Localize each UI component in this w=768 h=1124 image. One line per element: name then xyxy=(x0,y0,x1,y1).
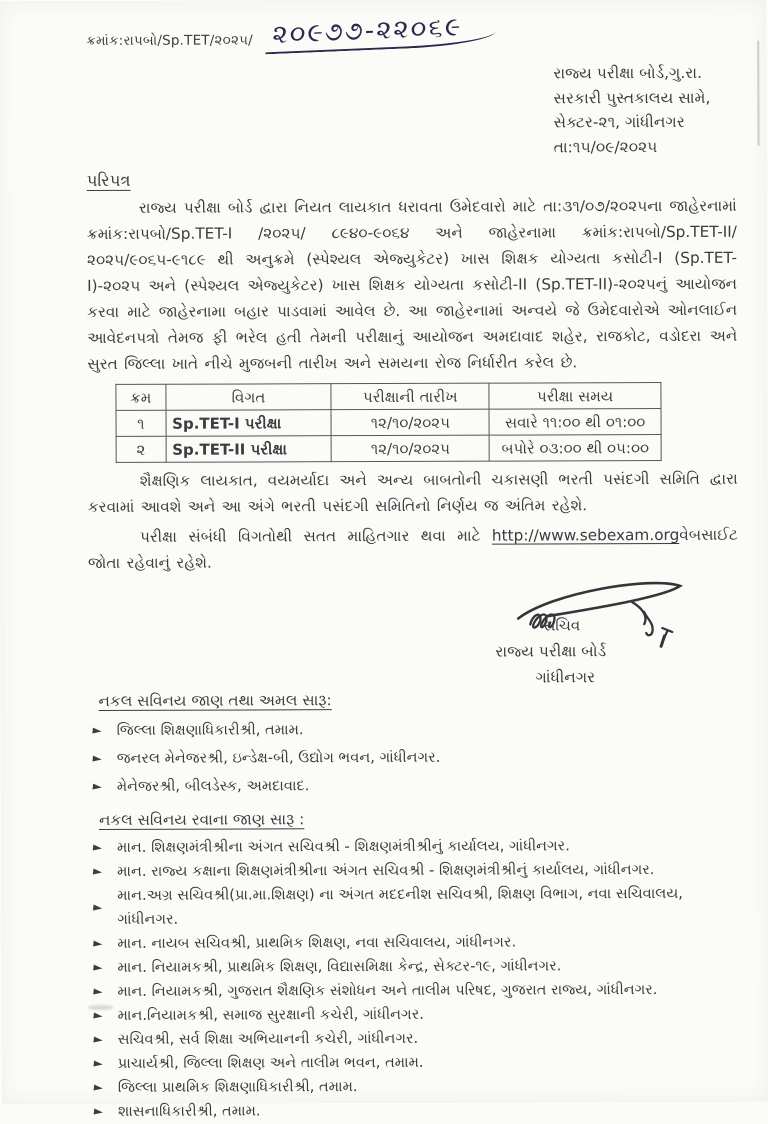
arrow-bullet-icon xyxy=(92,728,102,735)
arrow-bullet-icon xyxy=(93,905,103,912)
list-item-text: પ્રાચાર્યશ્રી, જિલ્લા શિક્ષણ અને તાલીમ ભવન, તમામ. xyxy=(117,1053,424,1072)
arrow-bullet-icon xyxy=(92,756,102,763)
office-name: રાજ્ય પરીક્ષા બોર્ડ,ગુ.રા. xyxy=(553,63,703,83)
list-item-text: જિલ્લા પ્રાથમિક શિક્ષણાધિકારીશ્રી, તમામ. xyxy=(117,1078,358,1096)
arrow-bullet-icon xyxy=(93,784,103,791)
list-item-text: માન.અગ્ર સચિવશ્રી(પ્રા.મા.શિક્ષણ) ના અંગત મદદનીશ સચિવશ્રી, શિક્ષણ વિભાગ, નવા સચિવાલય, ગાંધીનગર. xyxy=(117,884,683,928)
website-url: http://www.sebexam.org xyxy=(491,525,680,545)
cell-exam-time: સવારે ૧૧:૦૦ થી ૦૧:૦૦ xyxy=(489,409,661,436)
arrow-bullet-icon xyxy=(93,989,103,996)
list-item-text: માન.નિયામકશ્રી, સમાજ સુરક્ષાની કચેરી, ગાંધીનગર. xyxy=(117,1005,424,1024)
office-address-line: સરકારી પુસ્તકાલય સામે, xyxy=(553,88,711,107)
issuing-office-block xyxy=(553,61,710,160)
arrow-bullet-icon xyxy=(94,1085,104,1092)
list-item xyxy=(93,771,739,801)
body-paragraph-1: રાજ્ય પરીક્ષા બોર્ડ દ્વારા નિયત લાયકાત ધરાવતા ઉમેદવારો માટે તા:૩૧/૦૭/૨૦૨૫ના જાહેરનામાં ક્રમાંક:રાપબો/Sp.TET-I /૨૦૨૫/ ૮૯૪૦-૯૦૬૪ અને જાહેરનામા ક્રમાંક:રાપબો/Sp.TET-II/૨૦૨૫/૯૦૬૫-૯૧૮૯ થી અનુક્રમે (સ્પેશ્યલ એજ્યુકેટર) ખાસ શિક્ષક યોગ્યતા કસોટી-I (Sp.TET-I)-૨૦૨૫ અને (સ્પેશ્યલ એજ્યુકેટર) ખાસ શિક્ષક યોગ્યતા કસોટી-II (Sp.TET-II)-૨૦૨૫નું આયોજન કરવા માટે જાહેરનામા બહાર પાડવામાં આવેલ છે. આ જાહેરનામાં અન્વયે જે ઉમેદવારોએ ઓનલાઈન આવેદનપત્રો તેમજ ફી ભરેલ હતી તેમની પરીક્ષાનું આયોજન અમદાવાદ શહેર, રાજકોટ, વડોદરા અને સુરત જિલ્લા ખાતે નીચે મુજબની તારીખ અને સમયના રોજ નિર્ધારીત કરેલ છે. xyxy=(86,196,738,374)
list-item xyxy=(93,743,739,773)
list-item-text: માન. નાયબ સચિવશ્રી, પ્રાથમિક શિક્ષણ, નવા સચિવાલય, ગાંધીનગર. xyxy=(117,933,517,952)
circular-date: તા:૧૫/૦૯/૨૦૨૫ xyxy=(553,137,658,156)
body-paragraph-3 xyxy=(88,522,738,576)
cell-serial: ૧ xyxy=(116,410,166,436)
list-item-text: માન. શિક્ષણમંત્રીશ્રીના અંગત સચિવશ્રી - શિક્ષણમંત્રીશ્રીનું કાર્યાલય, ગાંધીનગર. xyxy=(117,837,570,856)
list-item-text: જનરલ મેનેજરશ્રી, ઇન્ડેક્ષ-બી, ઉદ્યોગ ભવન, ગાંધીનગર. xyxy=(116,748,441,767)
list-item xyxy=(93,858,739,884)
header-exam-date: પરીક્ષાની તારીખ xyxy=(331,383,489,410)
list-item xyxy=(93,954,739,980)
list-item xyxy=(93,834,739,860)
list-item xyxy=(94,1002,740,1028)
list-item xyxy=(94,1050,740,1076)
cell-exam-name: Sp.TET-II પરીક્ષા xyxy=(166,436,332,463)
copy-list-1-heading: નકલ સવિનય જાણ તથા અમલ સારૂ: xyxy=(98,691,332,710)
list-item xyxy=(93,930,739,956)
reference-number-printed: ક્રમાંક:રાપબો/Sp.TET/૨૦૨૫/ xyxy=(86,32,253,50)
list-item-text: મેનેજરશ્રી, બીલડેસ્ક, અમદાવાદ. xyxy=(116,777,310,795)
document-title: પરિપત્ર xyxy=(86,170,131,191)
arrow-bullet-icon xyxy=(93,1037,103,1044)
cell-exam-time: બપોરે ૦૩:૦૦ થી ૦૫:૦૦ xyxy=(489,435,661,462)
office-city-line: સેક્ટર-૨૧, ગાંધીનગર xyxy=(553,112,685,132)
signatory-city: ગાંધીનગર xyxy=(535,668,596,687)
paragraph-3-suffix: વેબસાઈટ જોતા રહેવાનું રહેશે. xyxy=(88,525,738,573)
list-item-text: સચિવશ્રી, સર્વ શિક્ષા અભિયાનની કચેરી, ગાંધીનગર. xyxy=(117,1029,419,1048)
table-header-row xyxy=(116,383,661,411)
reference-number-handwritten: ૨૦૯૭૭-૨૨૦૬૯ xyxy=(265,11,497,55)
exam-schedule-table xyxy=(115,382,661,463)
copy-list-2-heading: નકલ સવિનય રવાના જાણ સારૂ : xyxy=(98,810,305,829)
cell-exam-name: Sp.TET-I પરીક્ષા xyxy=(166,410,332,437)
arrow-bullet-icon xyxy=(93,869,103,876)
table-row xyxy=(116,409,661,437)
cell-exam-date: ૧૨/૧૦/૨૦૨૫ xyxy=(331,409,489,436)
list-item xyxy=(94,1098,740,1124)
arrow-bullet-icon xyxy=(93,965,103,972)
arrow-bullet-icon xyxy=(94,1061,104,1068)
reference-number-row xyxy=(86,12,736,55)
cell-exam-date: ૧૨/૧૦/૨૦૨૫ xyxy=(332,435,490,462)
list-item-text: જિલ્લા શિક્ષણાધિકારીશ્રી, તમામ. xyxy=(116,721,304,739)
header-exam-time: પરીક્ષા સમય xyxy=(489,383,661,410)
list-item-text: માન. નિયામકશ્રી, પ્રાથમિક શિક્ષણ, વિદ્યાસમિક્ષા કેન્દ્ર, સેક્ટર-૧૯, ગાંધીનગર. xyxy=(117,957,562,976)
list-item xyxy=(93,882,739,932)
arrow-bullet-icon xyxy=(93,941,103,948)
body-paragraph-2: શૈક્ષણિક લાયકાત, વયમર્યાદા અને અન્ય બાબતોની ચકાસણી ભરતી પસંદગી સમિતિ દ્વારા કરવામાં આવશે અને આ અંગે ભરતી પસંદગી સમિતિનો નિર્ણય જ અંતિમ રહેશે. xyxy=(87,469,738,517)
scan-edge-artifact xyxy=(757,41,759,146)
list-item-text: માન. નિયામકશ્રી, ગુજરાત શૈક્ષણિક સંશોધન અને તાલીમ પરિષદ, ગુજરાત રાજ્ય, ગાંધીનગર. xyxy=(117,981,658,1000)
list-item xyxy=(93,978,739,1004)
cell-serial: ૨ xyxy=(116,436,166,462)
header-detail: વિગત xyxy=(166,384,332,411)
signature-scribble xyxy=(512,572,692,651)
table-row xyxy=(116,435,661,463)
list-item xyxy=(94,1074,740,1100)
paragraph-3-prefix: પરીક્ષા સંબંધી વિગતોથી સતત માહિતગાર થવા માટે xyxy=(139,526,492,546)
copy-list-2 xyxy=(93,834,740,1124)
list-item-text: શાસનાધિકારીશ્રી, તમામ. xyxy=(117,1102,261,1120)
list-item xyxy=(94,1026,740,1052)
list-item-text: માન. રાજ્ય કક્ષાના શિક્ષણમંત્રીશ્રીના અંગત સચિવશ્રી - શિક્ષણમંત્રીશ્રીનું કાર્યાલય, ગાંધીનગર. xyxy=(117,861,655,880)
signature-block xyxy=(465,580,700,685)
arrow-bullet-icon xyxy=(93,1013,103,1020)
arrow-bullet-icon xyxy=(93,845,103,852)
signatory-designation: સચિવ xyxy=(543,616,581,635)
arrow-bullet-icon xyxy=(94,1109,104,1116)
list-item xyxy=(93,715,739,745)
signatory-organization: રાજ્ય પરીક્ષા બોર્ડ xyxy=(495,642,607,661)
header-serial: ક્રમ xyxy=(116,384,166,410)
copy-list-1 xyxy=(93,715,739,801)
